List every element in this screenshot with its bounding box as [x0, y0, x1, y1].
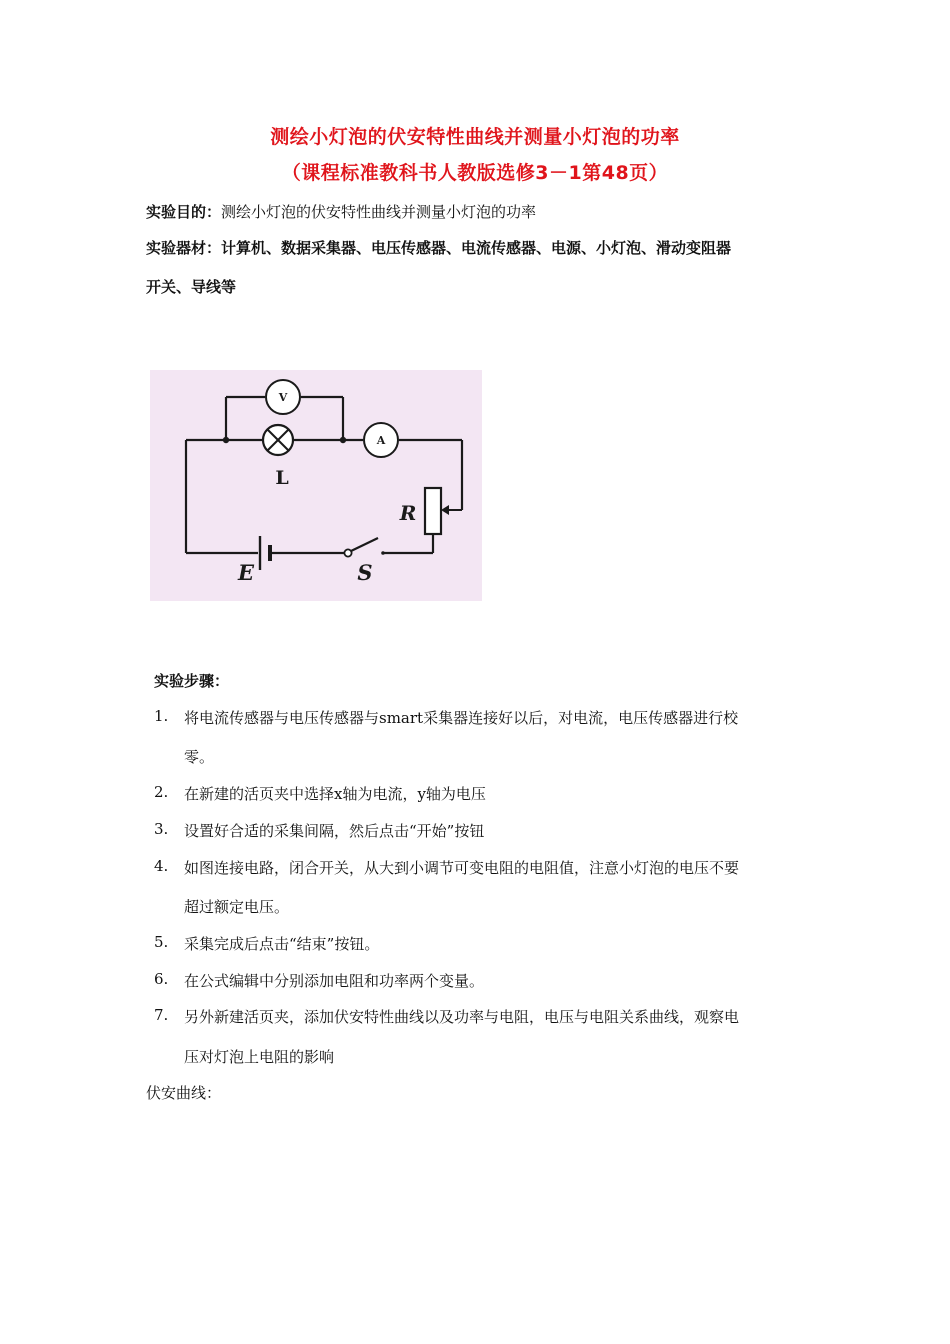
step-4-text: 如图连接电路，闭合开关，从大到小调节可变电阻的电阻值，注意小灯泡的电压不要	[184, 859, 740, 877]
step-6-number: 6.	[154, 970, 169, 988]
equipment-text-1: 计算机、数据采集器、电压传感器、电流传感器、电源、小灯泡、滑动变阻器	[221, 239, 732, 257]
ammeter-label: A	[376, 434, 386, 447]
document-title: 测绘小灯泡的伏安特性曲线并测量小灯泡的功率	[270, 126, 680, 148]
voltmeter-label: V	[278, 391, 288, 404]
purpose-text: 测绘小灯泡的伏安特性曲线并测量小灯泡的功率	[221, 203, 537, 221]
step-4-text-cont: 超过额定电压。	[184, 898, 290, 916]
step-1-number: 1.	[154, 707, 169, 725]
step-7-text: 另外新建活页夹，添加伏安特性曲线以及功率与电阻，电压与电阻关系曲线，观察电	[184, 1008, 740, 1026]
rheostat-label: R	[399, 501, 417, 525]
switch-label: S	[357, 560, 373, 585]
step-6-text: 在公式编辑中分别添加电阻和功率两个变量。	[184, 972, 485, 990]
step-7-number: 7.	[154, 1006, 169, 1024]
curve-label: 伏安曲线：	[146, 1084, 222, 1102]
step-1-text-cont: 零。	[184, 748, 215, 766]
equipment-line-2: 开关、导线等	[146, 278, 237, 296]
step-4-number: 4.	[154, 857, 169, 875]
purpose-line	[146, 201, 536, 222]
lamp-label: L	[275, 467, 289, 489]
equipment-line-1	[146, 237, 731, 258]
switch-contact	[381, 551, 385, 555]
step-2-text: 在新建的活页夹中选择x轴为电流，y轴为电压	[184, 785, 486, 803]
step-1-text: 将电流传感器与电压传感器与smart采集器连接好以后，对电流，电压传感器进行校	[184, 709, 739, 727]
junction-right	[340, 437, 346, 443]
equipment-label: 实验器材：	[146, 239, 222, 257]
steps-heading: 实验步骤：	[154, 672, 230, 690]
step-7-text-cont: 压对灯泡上电阻的影响	[184, 1048, 335, 1066]
purpose-label: 实验目的：	[146, 203, 222, 221]
circuit-background	[150, 370, 482, 601]
step-2-number: 2.	[154, 783, 169, 801]
step-5-text: 采集完成后点击“结束”按钮。	[184, 935, 380, 953]
rheostat-symbol	[425, 488, 441, 534]
circuit-diagram	[150, 370, 482, 601]
switch-pivot	[344, 549, 351, 556]
step-3-text: 设置好合适的采集间隔，然后点击“开始”按钮	[184, 822, 485, 840]
document-subtitle: （课程标准教科书人教版选修3－1第48页）	[281, 162, 669, 184]
junction-left	[223, 437, 229, 443]
battery-label: E	[237, 560, 255, 585]
step-3-number: 3.	[154, 820, 169, 838]
step-5-number: 5.	[154, 933, 169, 951]
